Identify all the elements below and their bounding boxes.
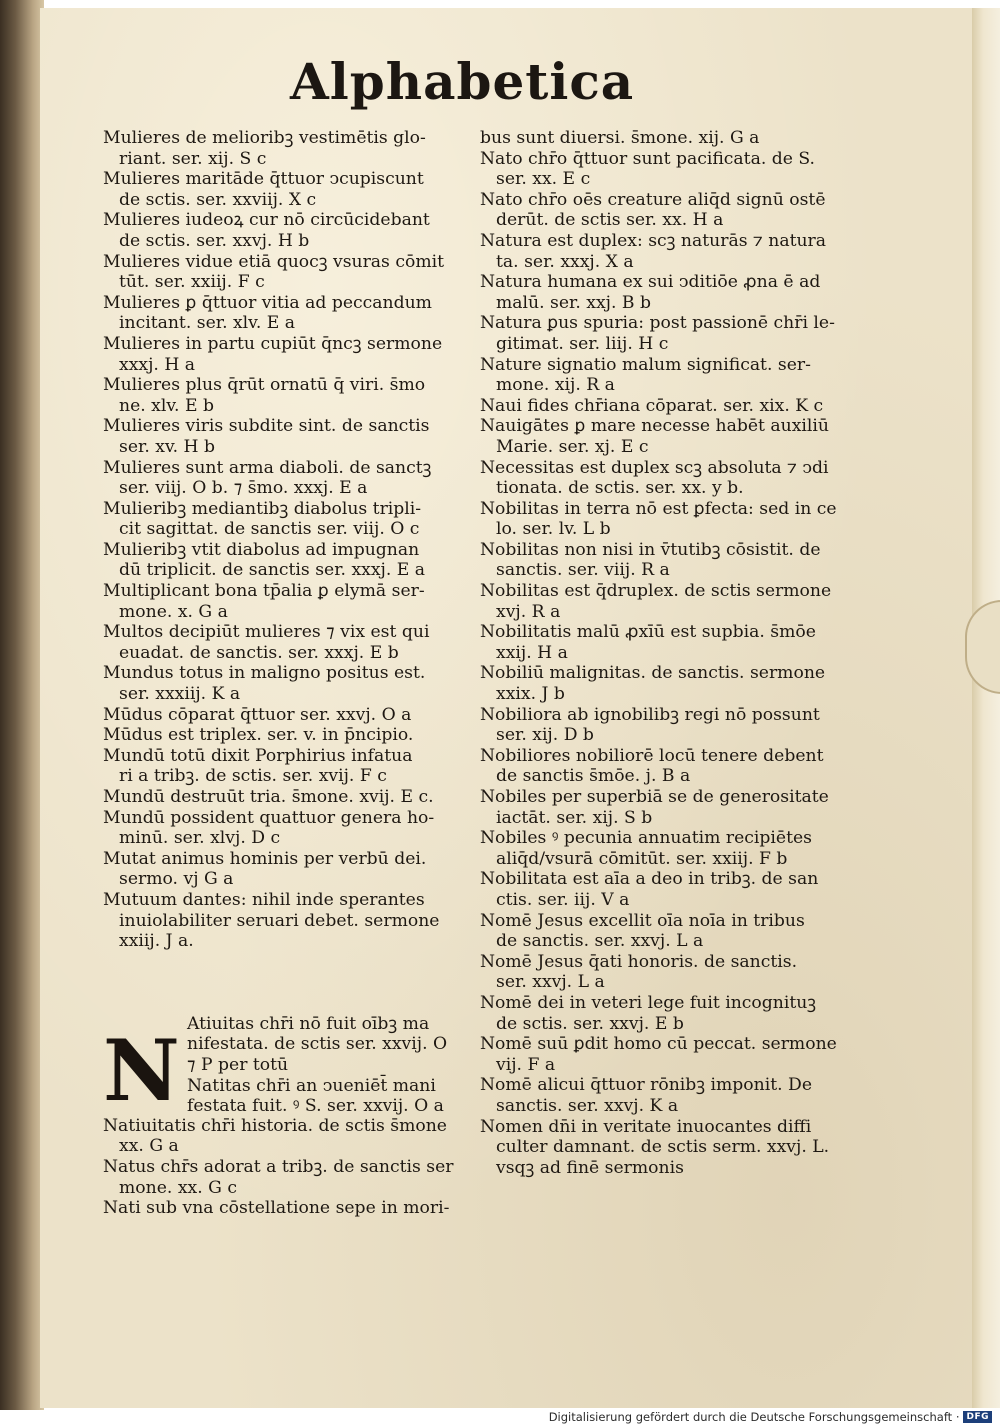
index-entry	[103, 210, 475, 251]
entry-line: ctis. ser. iij. V a	[496, 889, 630, 910]
index-entry	[480, 416, 845, 457]
index-entry	[480, 581, 845, 622]
index-entry	[480, 869, 845, 910]
index-entry	[480, 396, 845, 417]
index-entry	[103, 663, 475, 704]
entry-line: de sanctis. ser. xxvj. L a	[496, 931, 704, 952]
index-entry	[480, 149, 845, 190]
index-entry	[103, 540, 475, 581]
index-entry	[480, 622, 845, 663]
index-entry	[480, 499, 845, 540]
entry-line: Mutat̄ animus hominis per verbū dei.	[103, 848, 427, 869]
entry-line: iactāt. ser. xij. S b	[496, 807, 653, 828]
entry-line: Natus chr̄s adorat̄ a tribꝫ. de sanctis ser	[103, 1156, 454, 1177]
entry-line: xx. G a	[119, 1136, 179, 1157]
initial-block	[103, 1013, 475, 1120]
index-entry	[480, 746, 845, 787]
entry-line: mone. xx. G c	[119, 1177, 237, 1198]
entry-line: Mūdus est triplex. ser. v. in p̄ncipio.	[103, 725, 414, 746]
footer	[549, 1408, 992, 1426]
index-entry	[103, 808, 475, 849]
initial-line: ⁊ P per totū	[187, 1054, 289, 1075]
entry-line: Nobilitas non nisi in v̄tutibꝫ cōsistit. de	[480, 539, 821, 560]
entry-line: Nato chr̄o oēs creature aliq̄d signū ostē	[480, 189, 826, 210]
index-entry	[480, 663, 845, 704]
index-entry	[103, 849, 475, 890]
entry-line: malū. ser. xxj. B b	[496, 292, 652, 313]
index-entry	[480, 828, 845, 869]
entry-line: Nauigātes ꝑ mare necesse habēt auxiliū	[480, 416, 829, 437]
book-gutter	[0, 0, 44, 1410]
index-entry	[103, 581, 475, 622]
entry-line: Necessitas est duplex scꝫ absoluta ⁊ ↄdi	[480, 457, 829, 478]
entry-line: Marie. ser. xj. E c	[496, 436, 649, 457]
entry-line: de sanctis s̄mōe. j. B a	[496, 766, 691, 787]
entry-line: ser. xij. D b	[496, 725, 594, 746]
index-entry	[103, 293, 475, 334]
page-edge	[972, 8, 1000, 1408]
entry-line: Nobilitatis malū ꝓxīū est supbia. s̄mōe	[480, 622, 816, 643]
index-entry	[480, 128, 845, 149]
entry-line: Mulieres viris subdite sint. de sanctis	[103, 416, 430, 437]
index-entry	[103, 1157, 475, 1198]
index-entry	[103, 458, 475, 499]
index-entry	[103, 499, 475, 540]
entry-line: Mūdus cōparat̄ q̄ttuor ser. xxvj. O a	[103, 704, 412, 725]
left-column	[103, 128, 475, 1219]
entry-line: Mulieres maritāde q̄ttuor ↄcupiscunt	[103, 169, 424, 190]
entry-line: Mulieres plus q̄rūt ornatū q̄ viri. s̄mo	[103, 375, 426, 396]
index-entry	[103, 705, 475, 726]
entry-line: Natura est duplex: scꝫ naturās ⁊ natura	[480, 230, 827, 251]
entry-line: Nobilitata est aīa a deo in tribꝫ. de san	[480, 869, 819, 890]
section-gap	[103, 952, 475, 1014]
entry-line: Nomē dei in veteri lege fuit incognituꝫ	[480, 992, 817, 1013]
entry-line: Natura humana ex sui ↄditiōe ꝓna ē ad	[480, 272, 821, 293]
index-entry	[480, 458, 845, 499]
index-entry	[103, 252, 475, 293]
entry-line: minū. ser. xlvj. D c	[119, 828, 281, 849]
entry-line: euadat. de sanctis. ser. xxxj. E b	[119, 642, 399, 663]
entry-line: Natiuitatis chr̄i historia. de sctis s̄mone	[103, 1115, 447, 1136]
initial-lines	[187, 1014, 475, 1117]
entry-line: Multos decipiūt mulieres ⁊ vix est qui	[103, 622, 430, 643]
entry-line: Nomē Jesus excellit oīa noīa in tribus	[480, 910, 805, 931]
entry-line: Mundū destruūt tria. s̄mone. xvij. E c.	[103, 787, 434, 807]
entry-line: aliq̄d/vsurā cōmitūt. ser. xxiij. F b	[496, 848, 788, 869]
entry-line: Nomē Jesus q̄ati honoris. de sanctis.	[480, 951, 798, 972]
entry-line: bus sunt diuersi. s̄mone. xij. G a	[480, 128, 760, 148]
index-entry	[480, 231, 845, 272]
initial-line: Natitas chr̄i an ↄueniēt̄ mani	[187, 1075, 436, 1096]
index-entry	[103, 416, 475, 457]
entry-line: ri a tribꝫ. de sctis. ser. xvij. F c	[119, 766, 387, 787]
entry-line: Nature signatio malum significat. ser-	[480, 354, 811, 375]
entry-line: Mulieres vidue etiā quocꝫ vsuras cōmit	[103, 251, 445, 272]
entry-line: xxix. J b	[496, 684, 565, 705]
index-entry	[103, 746, 475, 787]
entry-line: Nato chr̄o q̄ttuor sunt pacificata. de S.	[480, 148, 816, 169]
entry-line: Nomē suū ꝑdit homo cū peccat. sermone	[480, 1034, 837, 1055]
index-entry	[480, 355, 845, 396]
entry-line: sanctis. ser. xxvj. K a	[496, 1095, 679, 1116]
entry-line: de sctis. ser. xxvj. E b	[496, 1013, 684, 1034]
left-entries	[103, 128, 475, 952]
entry-line: ser. xxvj. L a	[496, 972, 605, 993]
entry-line: xxij. H a	[496, 642, 568, 663]
entry-line: Mulieribꝫ vtit̄ diabolus ad impugnan	[103, 539, 420, 560]
index-entry	[480, 190, 845, 231]
entry-line: de sctis. ser. xxvj. H b	[119, 230, 310, 251]
entry-line: Nobilitas in terra nō est ꝑfecta: sed in ce	[480, 498, 837, 519]
entry-line: tionata. de sctis. ser. xx. y b.	[496, 478, 744, 499]
entry-line: ser. viij. O b. ⁊ s̄mo. xxxj. E a	[119, 478, 368, 499]
index-entry	[480, 993, 845, 1034]
index-entry	[480, 787, 845, 828]
entry-line: lo. ser. lv. L b	[496, 519, 611, 540]
entry-line: Mulieres de melioribꝫ vestimētis glo-	[103, 128, 426, 148]
entry-line: riant̄. ser. xij. S c	[119, 148, 267, 169]
index-entry	[103, 128, 475, 169]
index-entry	[103, 375, 475, 416]
index-entry	[480, 952, 845, 993]
index-entry	[103, 1198, 475, 1219]
entry-line: Mulieres iudeoꝝ cur nō circūcidebant̄	[103, 210, 430, 231]
entry-line: Nobilitas est q̄druplex. de sctis sermone	[480, 581, 832, 602]
entry-line: Nomen dn̄i in veritate inuocantes diffi	[480, 1116, 812, 1137]
entry-line: inuiolabiliter seruari debet. sermone	[119, 910, 440, 931]
entry-line: Multiplicant̄ bona tp̄alia ꝑ elymā ser-	[103, 581, 425, 602]
entry-line: Nobiliora ab ignobilibꝫ regi nō possunt	[480, 704, 820, 725]
entry-line: de sctis. ser. xxviij. X c	[119, 189, 317, 210]
index-entry	[480, 1117, 845, 1179]
entry-line: Natura ꝑus spuria: post passionē chr̄i le-	[480, 313, 835, 334]
dropcap-initial: N	[103, 1020, 180, 1120]
entry-line: Nobiles per superbiā se de generositate	[480, 787, 829, 807]
index-entry	[480, 272, 845, 313]
entry-line: ser. xx. E c	[496, 169, 591, 190]
index-entry	[480, 1034, 845, 1075]
entry-line: derūt. de sctis ser. xx. H a	[496, 210, 724, 231]
right-column	[480, 128, 845, 1178]
entry-line: Nobiles ꝰ pecunia annuatim recipiētes	[480, 828, 812, 849]
entry-line: cit̄ sagittat. de sanctis ser. viij. O c	[119, 519, 420, 540]
entry-line: Mulieres in partu cupiūt q̄ncꝫ sermone	[103, 333, 443, 354]
initial-line: festata fuit. ꝰ S. ser. xxvij. O a	[187, 1096, 444, 1117]
entry-line: Nobiliores nobiliorē locū tenere debent	[480, 745, 824, 766]
entry-line: vij. F a	[496, 1054, 556, 1075]
entry-line: Mulieres sunt arma diaboli. de sanctꝫ	[103, 457, 432, 478]
entry-line: tūt. ser. xxiij. F c	[119, 272, 265, 293]
left-after-entries	[103, 1116, 475, 1219]
entry-line: culter damnant̄. de sctis serm. xxvj. L.	[496, 1137, 830, 1158]
entry-line: vsqꝫ ad finē sermonis	[496, 1157, 684, 1178]
index-entry	[480, 1075, 845, 1116]
initial-line: Atiuitas chr̄i nō fuit oībꝫ ma	[187, 1013, 430, 1034]
entry-line: Nomē alicui q̄ttuor rōnibꝫ imponit̄. De	[480, 1075, 813, 1096]
index-entry	[480, 540, 845, 581]
entry-line: Mundus totus in maligno positus est.	[103, 663, 426, 684]
entry-line: mone. x. G a	[119, 601, 228, 622]
entry-line: Mundū totū dixit Porphirius infatua	[103, 745, 413, 766]
page-header: Alphabetica	[290, 52, 635, 111]
entry-line: ser. xv. H b	[119, 436, 215, 457]
entry-line: ne. xlv. E b	[119, 395, 214, 416]
index-entry	[480, 911, 845, 952]
initial-line: nifestata. de sctis ser. xxvij. O	[187, 1034, 448, 1055]
entry-line: dū triplicit̄. de sanctis ser. xxxj. E a	[119, 560, 426, 581]
entry-line: Naui fides chr̄iana cōparat̄. ser. xix. K c	[480, 395, 824, 416]
index-entry	[103, 622, 475, 663]
index-entry	[103, 334, 475, 375]
entry-line: xxiij. J a.	[119, 931, 194, 952]
entry-line: Nobiliū malignitas. de sanctis. sermone	[480, 663, 826, 684]
index-entry	[480, 313, 845, 354]
entry-line: mone. xij. R a	[496, 375, 615, 396]
index-entry	[103, 787, 475, 808]
footer-text: Digitalisierung gefördert durch die Deutsche Forschungsgemeinschaft ·	[548, 1410, 960, 1424]
entry-line: incitant̄. ser. xlv. E a	[119, 313, 296, 334]
entry-line: xvj. R a	[496, 601, 561, 622]
entry-line: sanctis. ser. viij. R a	[496, 560, 670, 581]
entry-line: Nati sub vna cōstellatione sepe in mori-	[103, 1198, 450, 1219]
entry-line: Mutuum dantes: nihil inde sperantes	[103, 889, 425, 910]
entry-line: Mulieribꝫ mediantibꝫ diabolus tripli-	[103, 498, 422, 519]
index-entry	[480, 705, 845, 746]
index-entry	[103, 725, 475, 746]
entry-line: sermo. vj G a	[119, 869, 234, 890]
entry-line: Mulieres ꝑ q̄ttuor vitia ad peccandum	[103, 292, 432, 313]
entry-line: xxxj. H a	[119, 354, 196, 375]
entry-line: Mundū possident quattuor genera ho-	[103, 807, 435, 828]
dfg-logo: DFG	[963, 1411, 992, 1423]
entry-line: gitimat̄. ser. liij. H c	[496, 333, 669, 354]
entry-line: ta. ser. xxxj. X a	[496, 251, 634, 272]
entry-line: ser. xxxiij. K a	[119, 684, 241, 705]
index-entry	[103, 1116, 475, 1157]
index-entry	[103, 890, 475, 952]
index-entry	[103, 169, 475, 210]
